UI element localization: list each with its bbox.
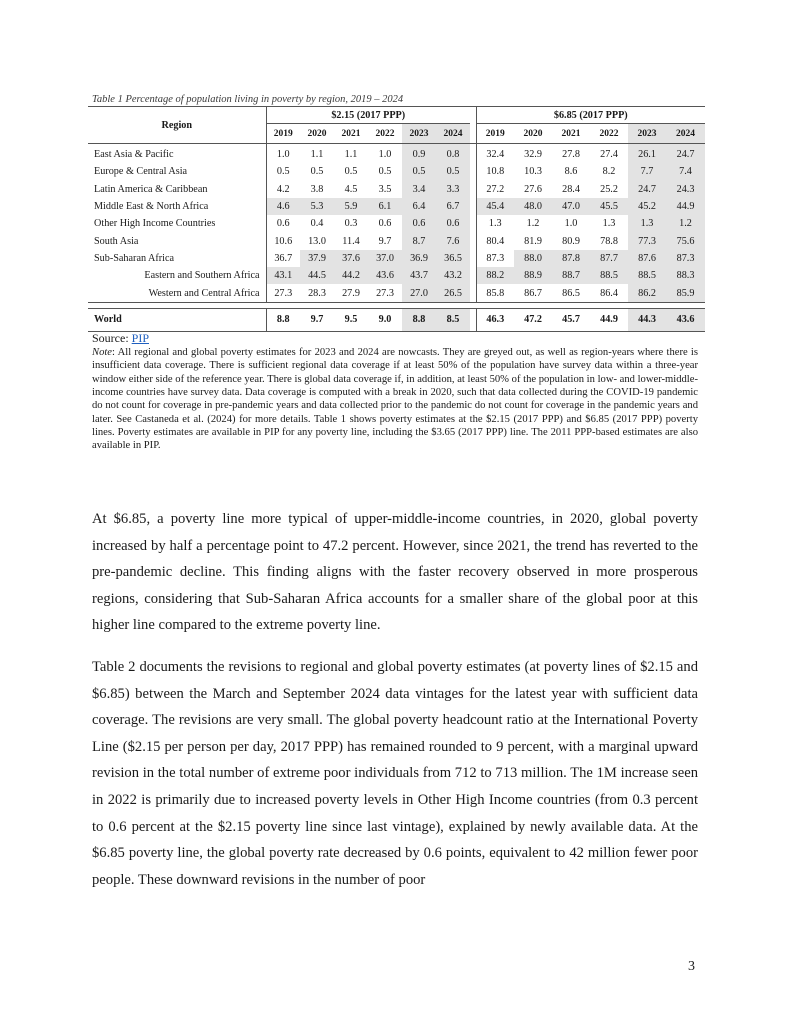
cell-685: 87.6 — [628, 250, 666, 267]
table-note — [92, 346, 698, 453]
cell-215: 8.5 — [436, 308, 470, 331]
cell-685: 47.2 — [514, 308, 552, 331]
table-row — [88, 198, 705, 215]
group-header-215: $2.15 (2017 PPP) — [266, 107, 470, 124]
cell-685: 27.2 — [476, 181, 514, 198]
cell-215: 5.9 — [334, 198, 368, 215]
cell-685: 27.4 — [600, 149, 618, 161]
cell-685: 32.9 — [524, 149, 542, 161]
table-row — [88, 181, 705, 198]
cell-685: 86.7 — [514, 284, 552, 302]
cell-685: 24.3 — [666, 181, 705, 198]
year-header: 2024 — [666, 124, 705, 144]
cell-685: 43.6 — [666, 308, 705, 331]
cell-215: 1.0 — [266, 144, 300, 164]
body-paragraph-1: At $6.85, a poverty line more typical of upper-middle-income countries, in 2020, global poverty increased by half a percentage point to 47.2 percent. However, since 2021, the trend has reverted to the pre-pandemic decline. This finding aligns with the faster recovery observed in more prosperous regions, considering that Sub-Saharan Africa accounts for a smaller share of the global poor at this higher line compared to the extreme poverty line. — [92, 511, 698, 634]
cell-215: 0.3 — [344, 218, 358, 230]
cell-685: 27.8 — [562, 149, 580, 161]
cell-215: 8.8 — [402, 308, 436, 331]
cell-215: 6.4 — [402, 198, 436, 215]
cell-215: 3.4 — [402, 181, 436, 198]
cell-685: 80.4 — [476, 232, 514, 249]
cell-685: 1.3 — [602, 218, 616, 230]
cell-215: 4.2 — [266, 181, 300, 198]
cell-215: 0.6 — [436, 215, 470, 232]
table-row — [88, 284, 705, 302]
cell-685: 88.9 — [514, 267, 552, 284]
cell-215: 27.9 — [334, 284, 368, 302]
cell-685: 28.4 — [562, 183, 580, 195]
cell-685: 86.2 — [628, 284, 666, 302]
cell-685: 8.6 — [564, 166, 578, 178]
cell-215: 13.0 — [308, 235, 326, 247]
cell-685: 78.8 — [600, 235, 618, 247]
world-row — [88, 308, 705, 331]
row-label: Other High Income Countries — [94, 218, 216, 230]
cell-215: 9.7 — [378, 235, 392, 247]
page-number: 3 — [688, 959, 695, 974]
cell-215: 1.1 — [310, 149, 324, 161]
row-label: Middle East & North Africa — [94, 201, 209, 213]
cell-215: 0.6 — [266, 215, 300, 232]
cell-215: 27.3 — [266, 284, 300, 302]
year-header: 2020 — [300, 124, 334, 144]
year-header: 2022 — [590, 124, 628, 144]
cell-215: 8.7 — [402, 232, 436, 249]
cell-685: 87.8 — [552, 250, 590, 267]
cell-215: 36.7 — [266, 250, 300, 267]
cell-215: 9.5 — [334, 308, 368, 331]
cell-685: 1.2 — [666, 215, 705, 232]
poverty-table — [88, 106, 705, 332]
group-header-685: $6.85 (2017 PPP) — [476, 107, 705, 124]
cell-215: 0.4 — [310, 218, 324, 230]
cell-215: 28.3 — [300, 284, 334, 302]
cell-215: 43.2 — [436, 267, 470, 284]
table-caption: Table 1 Percentage of population living in poverty by region, 2019 – 2024 — [92, 94, 404, 105]
cell-685: 88.5 — [628, 267, 666, 284]
cell-685: 1.2 — [526, 218, 540, 230]
table-row — [88, 215, 705, 232]
cell-685: 47.0 — [552, 198, 590, 215]
year-header: 2019 — [266, 124, 300, 144]
cell-685: 8.2 — [602, 166, 616, 178]
table-row — [88, 250, 705, 267]
cell-215: 6.7 — [436, 198, 470, 215]
cell-685: 45.4 — [476, 198, 514, 215]
cell-685: 88.2 — [476, 267, 514, 284]
cell-215: 37.6 — [334, 250, 368, 267]
cell-215: 37.9 — [300, 250, 334, 267]
cell-685: 87.3 — [666, 250, 705, 267]
region-header: Region — [88, 107, 266, 144]
cell-685: 88.3 — [666, 267, 705, 284]
cell-215: 27.3 — [368, 284, 402, 302]
source-line — [92, 331, 149, 346]
row-label: Sub-Saharan Africa — [94, 252, 175, 264]
table-row — [88, 163, 705, 180]
cell-685: 1.0 — [564, 218, 578, 230]
row-label: East Asia & Pacific — [94, 149, 174, 161]
year-header: 2024 — [436, 124, 470, 144]
row-label: World — [88, 308, 266, 331]
cell-215: 0.5 — [402, 163, 436, 180]
cell-685: 88.5 — [590, 267, 628, 284]
table-row — [88, 232, 705, 249]
cell-215: 3.3 — [436, 181, 470, 198]
cell-685: 86.5 — [552, 284, 590, 302]
cell-685: 44.9 — [666, 198, 705, 215]
year-header: 2019 — [476, 124, 514, 144]
cell-215: 8.8 — [266, 308, 300, 331]
cell-215: 44.2 — [334, 267, 368, 284]
cell-685: 44.9 — [590, 308, 628, 331]
year-header: 2020 — [514, 124, 552, 144]
cell-685: 25.2 — [600, 183, 618, 195]
cell-685: 85.8 — [476, 284, 514, 302]
cell-215: 3.5 — [378, 183, 392, 195]
cell-685: 80.9 — [562, 235, 580, 247]
cell-215: 5.3 — [300, 198, 334, 215]
cell-685: 26.1 — [628, 144, 666, 164]
cell-685: 86.4 — [590, 284, 628, 302]
cell-215: 0.5 — [436, 163, 470, 180]
cell-685: 46.3 — [476, 308, 514, 331]
cell-685: 24.7 — [628, 181, 666, 198]
cell-215: 3.8 — [310, 183, 324, 195]
body-paragraph-2: Table 2 documents the revisions to regional and global poverty estimates (at poverty lines of $2.15 and $6.85) between the March and September 2024 data vintages for the latest year with sufficient data coverage. The revisions are very small. The global poverty headcount ratio at the International Poverty Line ($2.15 per person per day, 2017 PPP) has remained rounded to 9 percent, with a marginal upward revision in the total number of extreme poor individuals from 712 to 713 million. The 1M increase seen in 2022 is primarily due to increased poverty levels in Other High Income countries (from 0.3 percent to 0.6 percent at the $2.15 poverty line since last vintage), explained by newly available data. At the $6.85 poverty line, the global poverty rate decreased by 0.6 points, equivalent to 42 million fewer poor people. These downward revisions in the number of poor — [92, 659, 698, 888]
cell-685: 1.3 — [476, 215, 514, 232]
cell-215: 43.7 — [402, 267, 436, 284]
cell-685: 1.3 — [628, 215, 666, 232]
year-header: 2021 — [552, 124, 590, 144]
cell-215: 0.9 — [402, 144, 436, 164]
cell-685: 45.2 — [628, 198, 666, 215]
cell-215: 1.1 — [344, 149, 358, 161]
cell-215: 27.0 — [402, 284, 436, 302]
table-body — [88, 144, 705, 332]
cell-685: 87.3 — [476, 250, 514, 267]
cell-215: 26.5 — [436, 284, 470, 302]
cell-215: 0.8 — [436, 144, 470, 164]
cell-685: 24.7 — [666, 144, 705, 164]
cell-685: 44.3 — [628, 308, 666, 331]
source-prefix: Source: — [92, 331, 132, 345]
year-header: 2021 — [334, 124, 368, 144]
cell-215: 0.5 — [344, 166, 358, 178]
cell-215: 7.6 — [436, 232, 470, 249]
row-label: Europe & Central Asia — [94, 166, 188, 178]
year-header: 2023 — [402, 124, 436, 144]
cell-215: 43.6 — [368, 267, 402, 284]
cell-215: 0.6 — [378, 218, 392, 230]
row-label: Eastern and Southern Africa — [144, 270, 260, 282]
row-label: South Asia — [94, 235, 139, 247]
cell-685: 10.3 — [524, 166, 542, 178]
cell-685: 87.7 — [590, 250, 628, 267]
cell-215: 11.4 — [342, 235, 360, 247]
cell-215: 4.5 — [344, 183, 358, 195]
cell-215: 4.6 — [266, 198, 300, 215]
cell-685: 85.9 — [666, 284, 705, 302]
cell-685: 27.6 — [524, 183, 542, 195]
cell-685: 88.7 — [552, 267, 590, 284]
cell-215: 10.6 — [266, 232, 300, 249]
cell-215: 6.1 — [368, 198, 402, 215]
cell-215: 9.7 — [300, 308, 334, 331]
cell-685: 88.0 — [514, 250, 552, 267]
cell-685: 7.7 — [628, 163, 666, 180]
row-label: Western and Central Africa — [88, 284, 266, 302]
cell-215: 43.1 — [266, 267, 300, 284]
row-label: Latin America & Caribbean — [94, 183, 208, 195]
pip-link[interactable]: PIP — [131, 331, 149, 345]
table-row — [88, 144, 705, 164]
cell-215: 9.0 — [368, 308, 402, 331]
table-row — [88, 267, 705, 284]
cell-215: 0.6 — [402, 215, 436, 232]
cell-215: 37.0 — [368, 250, 402, 267]
cell-215: 44.5 — [300, 267, 334, 284]
year-header: 2022 — [368, 124, 402, 144]
cell-685: 75.6 — [666, 232, 705, 249]
cell-685: 10.8 — [476, 163, 514, 180]
cell-685: 81.9 — [524, 235, 542, 247]
cell-685: 45.5 — [590, 198, 628, 215]
cell-685: 7.4 — [666, 163, 705, 180]
cell-215: 1.0 — [378, 149, 392, 161]
note-label: Note — [92, 347, 113, 358]
cell-685: 77.3 — [628, 232, 666, 249]
year-header: 2023 — [628, 124, 666, 144]
cell-215: 0.5 — [266, 163, 300, 180]
note-text: : All regional and global poverty estimates for 2023 and 2024 are nowcasts. They are greyed out, as well as region-years where there is insufficient data coverage. There is sufficient regional data coverage if at least 50% of the population have survey data within a three-year window either side of the reference year. There is global data coverage if, in addition, at least 50% of the population in low- and lower-middle-income countries have survey data. Data coverage is computed with a break in 2020, such that data collected during the COVID-19 pandemic do not count for coverage in pre-pandemic years and data collected prior to the pandemic do not count for coverage in the pandemic years and later. See Castaneda et al. (2024) for more details. Table 1 shows poverty estimates at the $2.15 (2017 PPP) and $6.85 (2017 PPP) poverty lines. Poverty estimates are available in PIP for any poverty line, including the $3.65 (2017 PPP) line. The 2011 PPP-based estimates are also available in PIP. — [92, 347, 698, 452]
cell-215: 36.5 — [436, 250, 470, 267]
cell-215: 0.5 — [378, 166, 392, 178]
cell-215: 36.9 — [402, 250, 436, 267]
cell-215: 0.5 — [310, 166, 324, 178]
cell-685: 48.0 — [514, 198, 552, 215]
cell-685: 45.7 — [552, 308, 590, 331]
cell-685: 32.4 — [476, 144, 514, 164]
